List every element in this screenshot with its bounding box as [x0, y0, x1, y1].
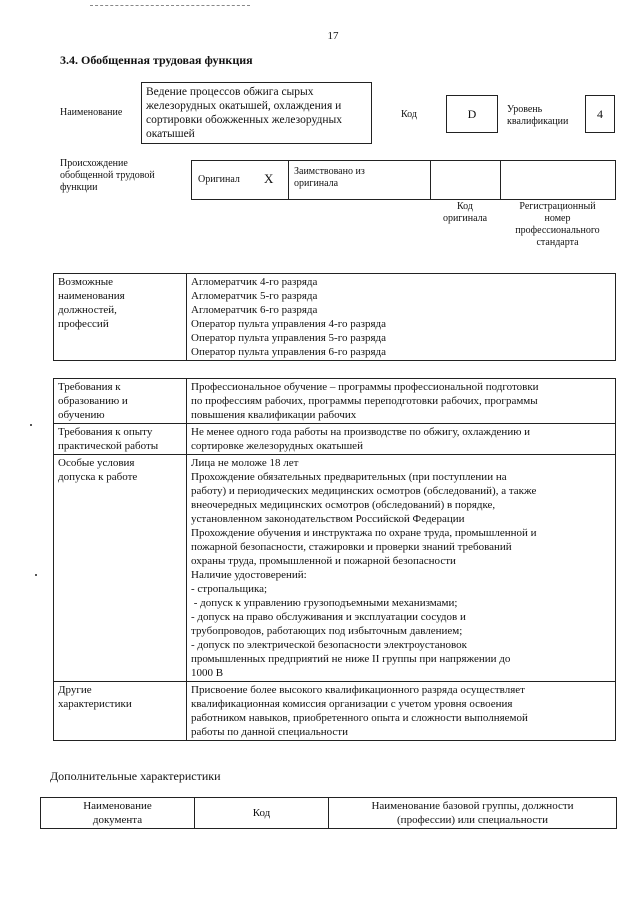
row-text-line: работу) и периодических медицинских осмотров (обследований), а также — [191, 485, 537, 497]
row-label-line: Требования к опыту — [58, 426, 153, 438]
borrowed-cell — [289, 161, 431, 199]
code-value: D — [467, 106, 477, 121]
level-value-box — [585, 95, 615, 133]
origin-label-line: функции — [60, 182, 98, 193]
level-label-line: квалификации — [507, 116, 569, 127]
caption-line: Регистрационный — [519, 201, 596, 212]
function-name-line: железорудных окатышей, охлаждения и — [146, 100, 342, 112]
positions-label-line: профессий — [58, 318, 109, 330]
caption-line: оригинала — [442, 213, 488, 224]
row-text-line: внеочередных медицинских осмотров (обследований) в порядке, — [191, 499, 496, 511]
req-exp-text-cell — [187, 424, 616, 455]
row-text-line: - стропальщика; — [191, 583, 268, 595]
row-text-line: Профессиональное обучение – программы профессиональной подготовки — [191, 381, 539, 393]
positions-label-line: должностей, — [58, 304, 117, 316]
row-label-line: характеристики — [58, 698, 132, 710]
position-item: Агломератчик 4-го разряда — [191, 276, 318, 288]
extra-code-header: Код — [195, 798, 329, 829]
row-label-line: допуска к работе — [58, 471, 138, 483]
level-label-line: Уровень — [507, 104, 543, 115]
positions-list-cell — [187, 274, 616, 361]
requirements-table — [53, 378, 616, 741]
reg-number-cell — [501, 161, 616, 199]
row-text-line: промышленных предприятий не ниже II группы при напряжении до — [191, 653, 511, 665]
function-name-line: окатышей — [146, 128, 195, 140]
caption-line: Код — [457, 201, 473, 212]
row-text-line: Прохождение обучения и инструктажа по охране труда, промышленной и — [191, 527, 537, 539]
original-cell — [192, 161, 289, 199]
caption-line: стандарта — [536, 237, 579, 248]
caption-line: профессионального — [515, 225, 600, 236]
row-text-line: - допуск по электрической безопасности электроустановок — [191, 639, 467, 651]
req-education-row — [54, 379, 616, 424]
name-label: Наименование — [60, 107, 123, 118]
function-name-line: Ведение процессов обжига сырых — [146, 86, 314, 98]
req-exp-label-cell — [54, 424, 187, 455]
margin-mark — [30, 424, 32, 426]
row-text-line: - допуск к управлению грузоподъемными механизмами; — [191, 597, 458, 609]
row-text-line: Лица не моложе 18 лет — [191, 457, 299, 469]
row-label-line: обучению — [58, 409, 105, 421]
header-line: документа — [92, 814, 143, 826]
level-label — [507, 104, 568, 128]
other-label-cell — [54, 682, 187, 741]
borrowed-label-line: оригинала — [294, 178, 339, 189]
row-text-line: повышения квалификации рабочих — [191, 409, 357, 421]
extra-table — [40, 797, 617, 829]
section-title: 3.4. Обобщенная трудовая функция — [60, 53, 253, 67]
position-item: Агломератчик 6-го разряда — [191, 304, 318, 316]
header-line: (профессии) или специальности — [397, 814, 548, 826]
row-label-line: практической работы — [58, 440, 159, 452]
origin-label — [60, 158, 155, 194]
extra-doc-header — [41, 798, 195, 829]
other-text-cell — [187, 682, 616, 741]
top-divider — [90, 5, 250, 6]
row-label-line: Особые условия — [58, 457, 135, 469]
special-label-cell — [54, 455, 187, 682]
level-value: 4 — [597, 106, 603, 121]
row-text-line: пожарной безопасности, стажировки и проверки знаний требований — [191, 541, 512, 553]
other-characteristics-row — [54, 682, 616, 741]
caption-line: номер — [544, 213, 571, 224]
function-name-line: сортировки обожженных железорудных — [146, 114, 342, 126]
function-name-box — [141, 82, 372, 144]
row-text-line: Присвоение более высокого квалификационного разряда осуществляет — [191, 684, 525, 696]
margin-mark — [35, 574, 37, 576]
row-text-line: Не менее одного года работы на производстве по обжигу, охлаждению и — [191, 426, 531, 438]
row-label-line: образованию и — [58, 395, 128, 407]
row-text-line: трубопроводов, работающих под избыточным давлением; — [191, 625, 463, 637]
req-edu-label-cell — [54, 379, 187, 424]
extra-title: Дополнительные характеристики — [50, 769, 221, 783]
special-text-cell — [187, 455, 616, 682]
row-text-line: - допуск на право обслуживания и эксплуатации сосудов и — [191, 611, 466, 623]
code-label: Код — [401, 109, 417, 120]
row-text-line: охраны труда, промышленной и пожарной безопасности — [191, 555, 456, 567]
position-item: Агломератчик 5-го разряда — [191, 290, 318, 302]
row-label-line: Требования к — [58, 381, 121, 393]
row-text-line: Прохождение обязательных предварительных (при поступлении на — [191, 471, 507, 483]
positions-label-line: наименования — [58, 290, 125, 302]
origin-table — [191, 160, 616, 200]
code-original-cell — [431, 161, 501, 199]
reg-number-caption — [500, 201, 615, 249]
position-item: Оператор пульта управления 4-го разряда — [191, 318, 386, 330]
borrowed-label-line: Заимствовано из — [294, 166, 365, 177]
row-text-line: установленном законодательством Российской Федерации — [191, 513, 465, 525]
row-text-line: Наличие удостоверений: — [191, 569, 307, 581]
header-line: Наименование — [83, 800, 152, 812]
code-value-box — [446, 95, 498, 133]
original-mark: X — [264, 171, 274, 186]
req-experience-row — [54, 424, 616, 455]
position-item: Оператор пульта управления 6-го разряда — [191, 346, 386, 358]
position-item: Оператор пульта управления 5-го разряда — [191, 332, 386, 344]
row-label-line: Другие — [58, 684, 92, 696]
special-conditions-row — [54, 455, 616, 682]
header-line: Наименование базовой группы, должности — [371, 800, 574, 812]
positions-table — [53, 273, 616, 361]
row-text-line: сортировке железорудных окатышей — [191, 440, 363, 452]
row-text-line: по профессиям рабочих, программы переподготовки рабочих, программы — [191, 395, 538, 407]
code-original-caption — [430, 201, 500, 225]
original-label: Оригинал — [198, 174, 240, 185]
row-text-line: работы по данной специальности — [191, 726, 348, 738]
row-text-line: 1000 В — [191, 667, 224, 679]
row-text-line: работником навыков, приобретенного опыта и сложности выполняемой — [191, 712, 528, 724]
extra-base-header — [329, 798, 617, 829]
row-text-line: квалификационная комиссия организации с учетом уровня освоения — [191, 698, 513, 710]
page-number: 17 — [327, 30, 339, 42]
req-edu-text-cell — [187, 379, 616, 424]
positions-label-cell — [54, 274, 187, 361]
origin-label-line: Происхождение — [60, 158, 128, 169]
origin-label-line: обобщенной трудовой — [60, 170, 155, 181]
positions-label-line: Возможные — [58, 276, 113, 288]
